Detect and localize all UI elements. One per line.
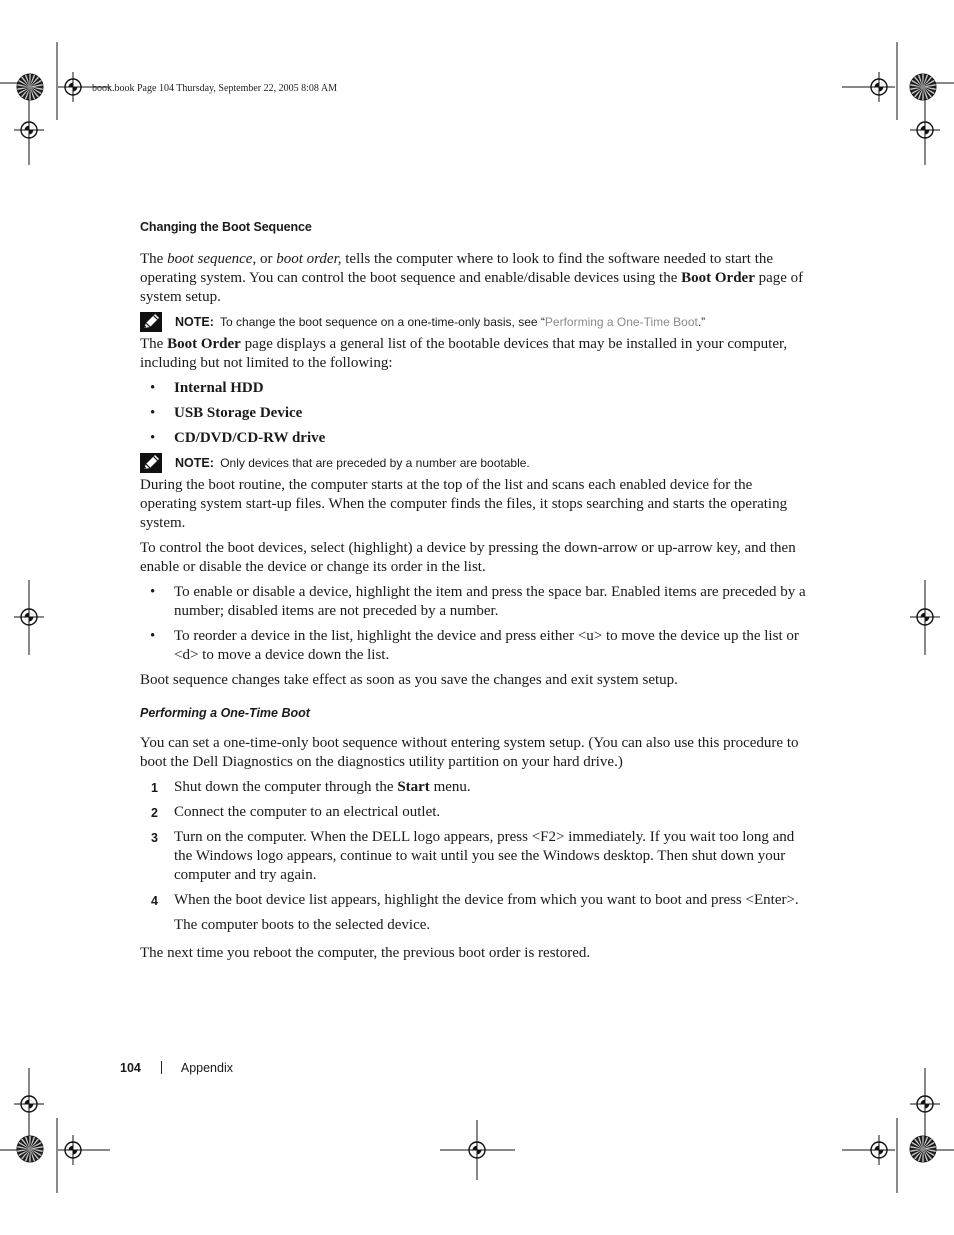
color-registration-icon bbox=[17, 1136, 43, 1162]
note-label: NOTE: bbox=[175, 315, 214, 329]
intro-text-2: , or bbox=[252, 251, 277, 267]
note-one-time-boot bbox=[140, 313, 812, 331]
pencil-note-icon bbox=[140, 453, 162, 473]
note-text-end: .” bbox=[697, 315, 706, 329]
registration-target-icon bbox=[14, 115, 44, 145]
device-list bbox=[140, 379, 812, 448]
intro-text-3: tells the computer where to look to find the software needed to start the operating system. You can control the boot sequence and enable/disable devices using the bbox=[140, 251, 774, 286]
step-item bbox=[140, 778, 812, 797]
list-item bbox=[140, 379, 812, 398]
bullet-icon: • bbox=[150, 380, 156, 396]
start-menu-label: Start bbox=[397, 779, 430, 795]
boot-order-ui-label: Boot Order bbox=[681, 270, 755, 286]
bullet-icon: • bbox=[150, 430, 156, 446]
registration-target-icon bbox=[864, 72, 894, 102]
intro-paragraph bbox=[140, 250, 812, 307]
registration-target-icon bbox=[910, 602, 940, 632]
bullet-icon: • bbox=[150, 584, 156, 600]
procedure-steps bbox=[140, 778, 812, 910]
control-instructions-list bbox=[140, 583, 812, 665]
registration-target-icon bbox=[910, 115, 940, 145]
bullet-icon: • bbox=[150, 405, 156, 421]
list-item-text: To reorder a device in the list, highlight the device and press either <u> to move the device up the list or <d> to move a device down the list. bbox=[174, 628, 799, 663]
list-item bbox=[140, 583, 812, 621]
section-title: Changing the Boot Sequence bbox=[140, 220, 312, 234]
intro-text-4: page of system setup. bbox=[140, 270, 804, 305]
para2-text-1: The bbox=[140, 336, 168, 352]
footer-divider bbox=[161, 1061, 162, 1074]
boot-order-ui-label: Boot Order bbox=[167, 336, 241, 352]
step-result: The computer boots to the selected device. bbox=[174, 917, 431, 933]
note-text: Only devices that are preceded by a number are bootable. bbox=[216, 456, 530, 470]
step-number: 3 bbox=[151, 831, 158, 845]
subsection-title: Performing a One-Time Boot bbox=[140, 706, 310, 720]
step-text-end: menu. bbox=[429, 779, 471, 795]
step-text: Turn on the computer. When the DELL logo appears, press <F2> immediately. If you wait too long and the Windows logo appears, continue to wait until you see the Windows desktop. Then shut down your computer and try again. bbox=[174, 829, 795, 883]
step-text: Shut down the computer through the bbox=[174, 779, 398, 795]
list-item bbox=[140, 429, 812, 448]
step-text: When the boot device list appears, highlight the device from which you want to boot and press <Enter>. bbox=[174, 892, 799, 908]
step-number: 4 bbox=[151, 894, 158, 908]
list-item bbox=[140, 404, 812, 423]
one-time-boot-paragraph: You can set a one-time-only boot sequence without entering system setup. (You can also use this procedure to boot the Dell Diagnostics on the diagnostics utility partition on your hard drive.) bbox=[140, 735, 799, 770]
page-number: 104 bbox=[120, 1061, 141, 1075]
registration-target-icon bbox=[462, 1135, 492, 1165]
registration-target-icon bbox=[58, 1135, 88, 1165]
device-name: Internal HDD bbox=[174, 380, 264, 396]
color-registration-icon bbox=[910, 1136, 936, 1162]
step-number: 1 bbox=[151, 781, 158, 795]
footer-section-name: Appendix bbox=[180, 1061, 233, 1075]
intro-text-1: The bbox=[140, 251, 168, 267]
registration-target-icon bbox=[910, 1089, 940, 1119]
note-bootable-devices bbox=[140, 454, 812, 472]
list-item-text: To enable or disable a device, highlight the item and press the space bar. Enabled items are preceded by a number; disabled items are not preceded by a number. bbox=[174, 584, 806, 619]
page-content bbox=[140, 218, 812, 969]
boot-routine-paragraph: During the boot routine, the computer starts at the top of the list and scans each enabled device for the operating system start-up files. When the computer finds the files, it stops searching and starts the operating system. bbox=[140, 477, 788, 531]
closing-paragraph: The next time you reboot the computer, the previous boot order is restored. bbox=[140, 945, 591, 961]
step-item bbox=[140, 803, 812, 822]
term-boot-sequence: boot sequence bbox=[167, 251, 253, 267]
device-name: USB Storage Device bbox=[174, 405, 303, 421]
registration-target-icon bbox=[14, 602, 44, 632]
one-time-boot-link[interactable]: Performing a One-Time Boot bbox=[544, 315, 698, 329]
pencil-note-icon bbox=[140, 312, 162, 332]
color-registration-icon bbox=[17, 74, 43, 100]
bullet-icon: • bbox=[150, 628, 156, 644]
step-item bbox=[140, 828, 812, 885]
registration-target-icon bbox=[58, 72, 88, 102]
control-devices-paragraph: To control the boot devices, select (highlight) a device by pressing the down-arrow or up-arrow key, and then enable or disable the device or change its order in the list. bbox=[140, 540, 796, 575]
color-registration-icon bbox=[910, 74, 936, 100]
registration-target-icon bbox=[14, 1089, 44, 1119]
step-text: Connect the computer to an electrical outlet. bbox=[174, 804, 441, 820]
save-changes-paragraph: Boot sequence changes take effect as soon as you save the changes and exit system setup. bbox=[140, 672, 678, 688]
device-name: CD/DVD/CD-RW drive bbox=[174, 430, 326, 446]
step-number: 2 bbox=[151, 806, 158, 820]
term-boot-order: boot order, bbox=[276, 251, 342, 267]
step-item bbox=[140, 891, 812, 910]
page-footer bbox=[120, 1061, 233, 1075]
registration-target-icon bbox=[864, 1135, 894, 1165]
print-slug-line: book.book Page 104 Thursday, September 22, 2005 8:08 AM bbox=[92, 83, 337, 94]
boot-order-paragraph bbox=[140, 335, 812, 373]
note-label: NOTE: bbox=[175, 456, 214, 470]
note-text: To change the boot sequence on a one-time-only basis, see “ bbox=[216, 315, 545, 329]
list-item bbox=[140, 627, 812, 665]
para2-text-2: page displays a general list of the bootable devices that may be installed in your computer, including but not limited to the following: bbox=[140, 336, 788, 371]
